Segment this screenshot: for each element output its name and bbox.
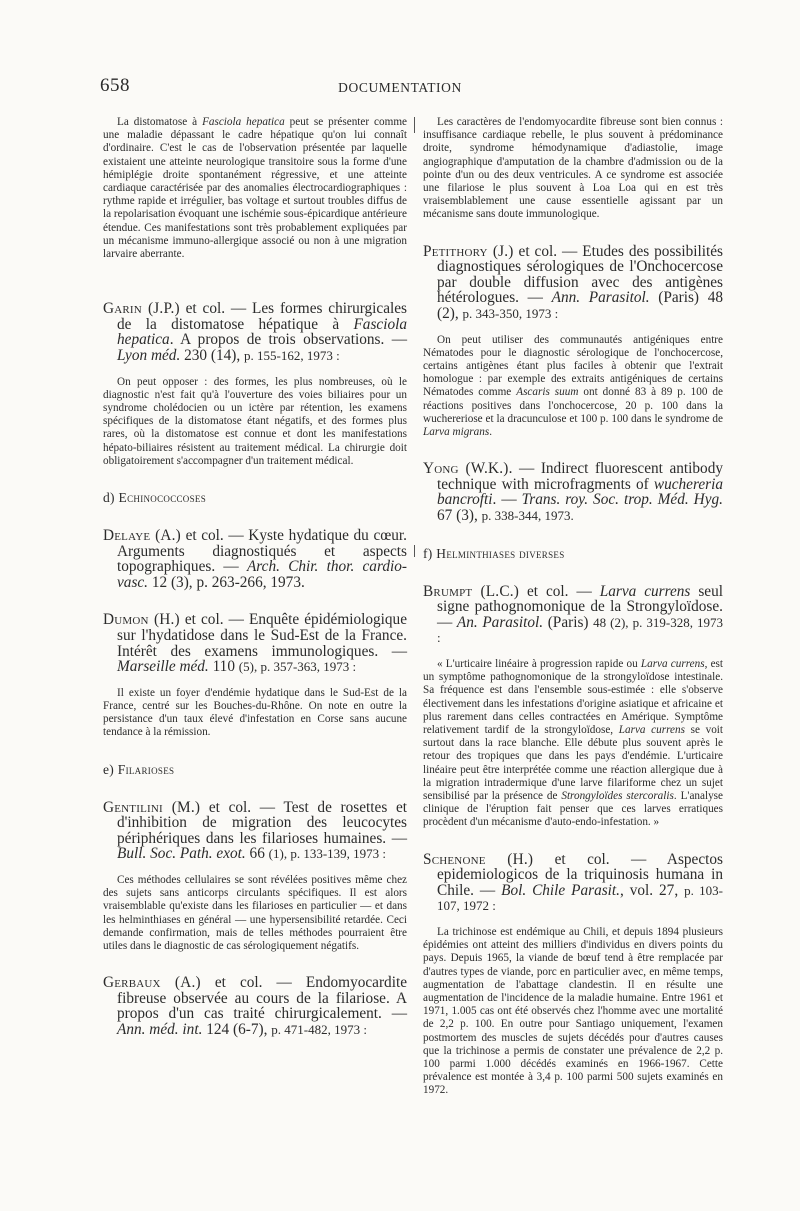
author-name: Garin (J.P.) <box>103 300 180 318</box>
citation-text: et col. — Endomyocardite fibreuse observée au cours de la filariose. A propos d'un cas traité chirurgicalement. — Ann. méd. int. 124 (6-7), p. 471-482, 1973 : <box>117 974 407 1038</box>
section-heading-echinococcoses: d) Echinococcoses <box>103 490 207 506</box>
author-name: Dumon (H.) <box>103 611 180 629</box>
abstract-garin: On peut opposer : des formes, les plus nombreuses, où le diagnostic n'est fait qu'à l'ouverture des voies biliaires pour un syndrome cholédocien ou un ictère par rétention, les examens spécifiques de la distomatose étant négatifs, et des formes plus rares, où la distomatose est connue et dont les manifestations hépato-biliaires résistent au traitement médical. La chirurgie doit obligatoirement s'accompagner d'un traitement médical. <box>103 375 407 467</box>
author-name: Delaye (A.) <box>103 527 181 545</box>
abstract-dumon: Il existe un foyer d'endémie hydatique dans le Sud-Est de la France, centré sur les Bouches-du-Rhône. On note en outre la persistance d'un taux élevé d'infestation en Corse sans aucune tendance à la rémission. <box>103 686 407 739</box>
column-rule <box>414 545 415 557</box>
abstract-brumpt: « L'urticaire linéaire à progression rapide ou Larva currens, est un symptôme pathognomonique de la strongyloïdose intestinale. Sa fréquence est dans l'ensemble sous-estimée : elle s'observe électivement dans les infestations d'origine asiatique et africaine et plus rarement dans celles contractées en Amérique. Symptôme relativement tardif de la strongyloïdose, Larva currens se voit surtout dans la race blanche. Elle débute plus souvent après le retour des tropiques que dans les pays d'endémie. L'urticaire linéaire peut être interprétée comme une réaction allergique due à la migration intradermique d'une larve filariforme chez un sujet sensibilisé par la présence de Strongyloïdes stercoralis. L'analyse clinique de l'éruption fait penser que ces larves erratiques procèdent d'un mécanisme d'auto-endo-infestation. » <box>423 657 724 829</box>
left-column <box>103 116 407 1038</box>
citation-text: et col. — Larva currens seul signe pathognomonique de la Strongyloïdose. — An. Parasitol. (Paris) 48 (2), p. 319-328, 1973 : <box>437 582 723 646</box>
citation-text: . — Indirect fluorescent antibody technique with microfragments of wuchereria bancrofti. — Trans. roy. Soc. trop. Méd. Hyg. 67 (3), p. 338-344, 1973. <box>437 460 723 524</box>
abstract-gerbaux: Les caractères de l'endomyocardite fibreuse sont bien connus : insuffisance cardiaque rebelle, le plus souvent à prédominance droite, syndrome hémodynamique d'adiastolie, image angiographique d'amputation de la chambre d'admission ou de la pointe d'un ou des deux ventricules. A ce syndrome est associée une filariose le plus souvent à Loa Loa qui en est très vraisemblablement une cause essentielle agissant par un mécanisme sans doute immunologique. <box>423 116 723 221</box>
author-name: Gentilini (M.) <box>103 798 201 816</box>
reference-entry-schenone <box>423 852 723 1098</box>
abstract-gentilini: Ces méthodes cellulaires se sont révélées positives même chez des sujets sans anticorps circulants spécifiques. Il est alors vraisemblable qu'existe dans les filarioses en particulier — et dans les helminthiases en général — une hypersensibilité retardée. Ceci demande confirmation, mais de telles méthodes pourraient être utiles dans le diagnostic de cas sérologiquement négatifs. <box>103 873 407 952</box>
right-column <box>423 116 723 1098</box>
reference-entry-dumon <box>103 612 407 739</box>
citation-text: et col. — Aspectos epidemiologicos de la triquinosis humana in Chile. — Bol. Chile Parasit., vol. 27, p. 103-107, 1972 : <box>437 850 723 914</box>
author-name: Petithory (J.) <box>423 242 514 260</box>
citation-text: et col. — Kyste hydatique du cœur. Arguments diagnostiqués et aspects topographiques. — Arch. Chir. thor. cardio-vasc. 12 (3), p. 263-266, 1973. <box>117 527 408 591</box>
reference-entry-gentilini <box>103 800 407 954</box>
author-name: Brumpt (L.C.) <box>423 582 520 600</box>
reference-entry-yong <box>423 461 723 523</box>
author-name: Yong (W.K.) <box>423 460 509 478</box>
citation-text: et col. — Etudes des possibilités diagnostiques sérologiques de l'Onchocercose par double diffusion avec des antigènes hétérologues. — Ann. Parasitol. (Paris) 48 (2), p. 343-350, 1973 : <box>437 242 723 322</box>
reference-entry-delaye <box>103 528 407 590</box>
author-name: Schenone (H.) <box>423 850 534 868</box>
abstract-petithory: On peut utiliser des communautés antigéniques entre Nématodes pour le diagnostic sérologique de l'onchocercose, certains antigènes étant plus faciles à obtenir que l'extrait homologue : par exemple des extraits antigéniques de certains Nématodes comme Ascaris suum ont donné 83 à 89 p. 100 de réactions positives dans l'onchocercose, 20 p. 100 dans la wuchereriose et la dracunculose et 100 p. 100 dans le syndrome de Larva migrans. <box>423 333 723 439</box>
abstract-distomatose: La distomatose à Fasciola hepatica peut se présenter comme une maladie dépassant le cadre hépatique qu'on lui connaît d'ordinaire. C'est le cas de l'observation présentée par laquelle existaient une atteinte neurologique transitoire sous la forme d'une hémiplégie droite spontanément régressive, et une atteinte cardiaque caractérisée par des anomalies électrocardiographiques : rythme rapide et irrégulier, bas voltage et surtout troubles diffus de la repolarisation évoquant une ischémie sous-épicardique antérieure étendue. Ces manifestations sont très probablement expliquées par un mécanisme immuno-allergique associé ou non à une migration larvaire aberrante. <box>103 116 407 261</box>
reference-entry-gerbaux <box>103 975 407 1037</box>
citation-text: et col. — Test de rosettes et d'inhibition de migration des leucocytes périphériques dans les filarioses humaines. — Bull. Soc. Path. exot. 66 (1), p. 133-139, 1973 : <box>117 798 407 863</box>
reference-entry-petithory <box>423 244 723 440</box>
section-heading-helminthiases: f) Helminthiases diverses <box>423 545 565 561</box>
section-heading-filarioses: e) Filarioses <box>103 761 175 777</box>
column-rule <box>414 117 415 133</box>
citation-text: et col. — Les formes chirurgicales de la distomatose hépatique à Fasciola hepatica. A propos de trois observations. — Lyon méd. 230 (14), p. 155-162, 1973 : <box>117 300 408 365</box>
citation-text: et col. — Enquête épidémiologique sur l'hydatidose dans le Sud-Est de la France. Intérêt des examens immunologiques. — Marseille méd. 110 (5), p. 357-363, 1973 : <box>117 611 407 676</box>
reference-entry-brumpt <box>423 584 723 830</box>
abstract-schenone: La trichinose est endémique au Chili, et depuis 1894 plusieurs épidémies ont atteint des milliers d'individus en divers points du pays. Depuis 1965, la viande de bœuf tend à être remplacée par d'autres types de viande, porc en particulier avec, en même temps, augmentation de l'abattage clandestin. Il en résulte une augmentation de l'incidence de la maladie humaine. Entre 1961 et 1971, 1.005 cas ont été observés chez l'homme avec une mortalité de 2,2 p. 100. En outre pour Santiago uniquement, l'examen postmortem des muscles de sujets décédés pour d'autres causes que la trichinose a permis de constater une prévalence de 2,2 p. 100 parmi 1.000 décédés examinés en 1966-1967. Cette prévalence est montée à 3,4 p. 100 parmi 500 sujets examinés en 1972. <box>423 925 723 1097</box>
reference-entry-garin <box>103 301 407 468</box>
author-name: Gerbaux (A.) <box>103 974 201 992</box>
running-head: DOCUMENTATION <box>338 80 462 95</box>
page-number: 658 <box>100 75 130 96</box>
